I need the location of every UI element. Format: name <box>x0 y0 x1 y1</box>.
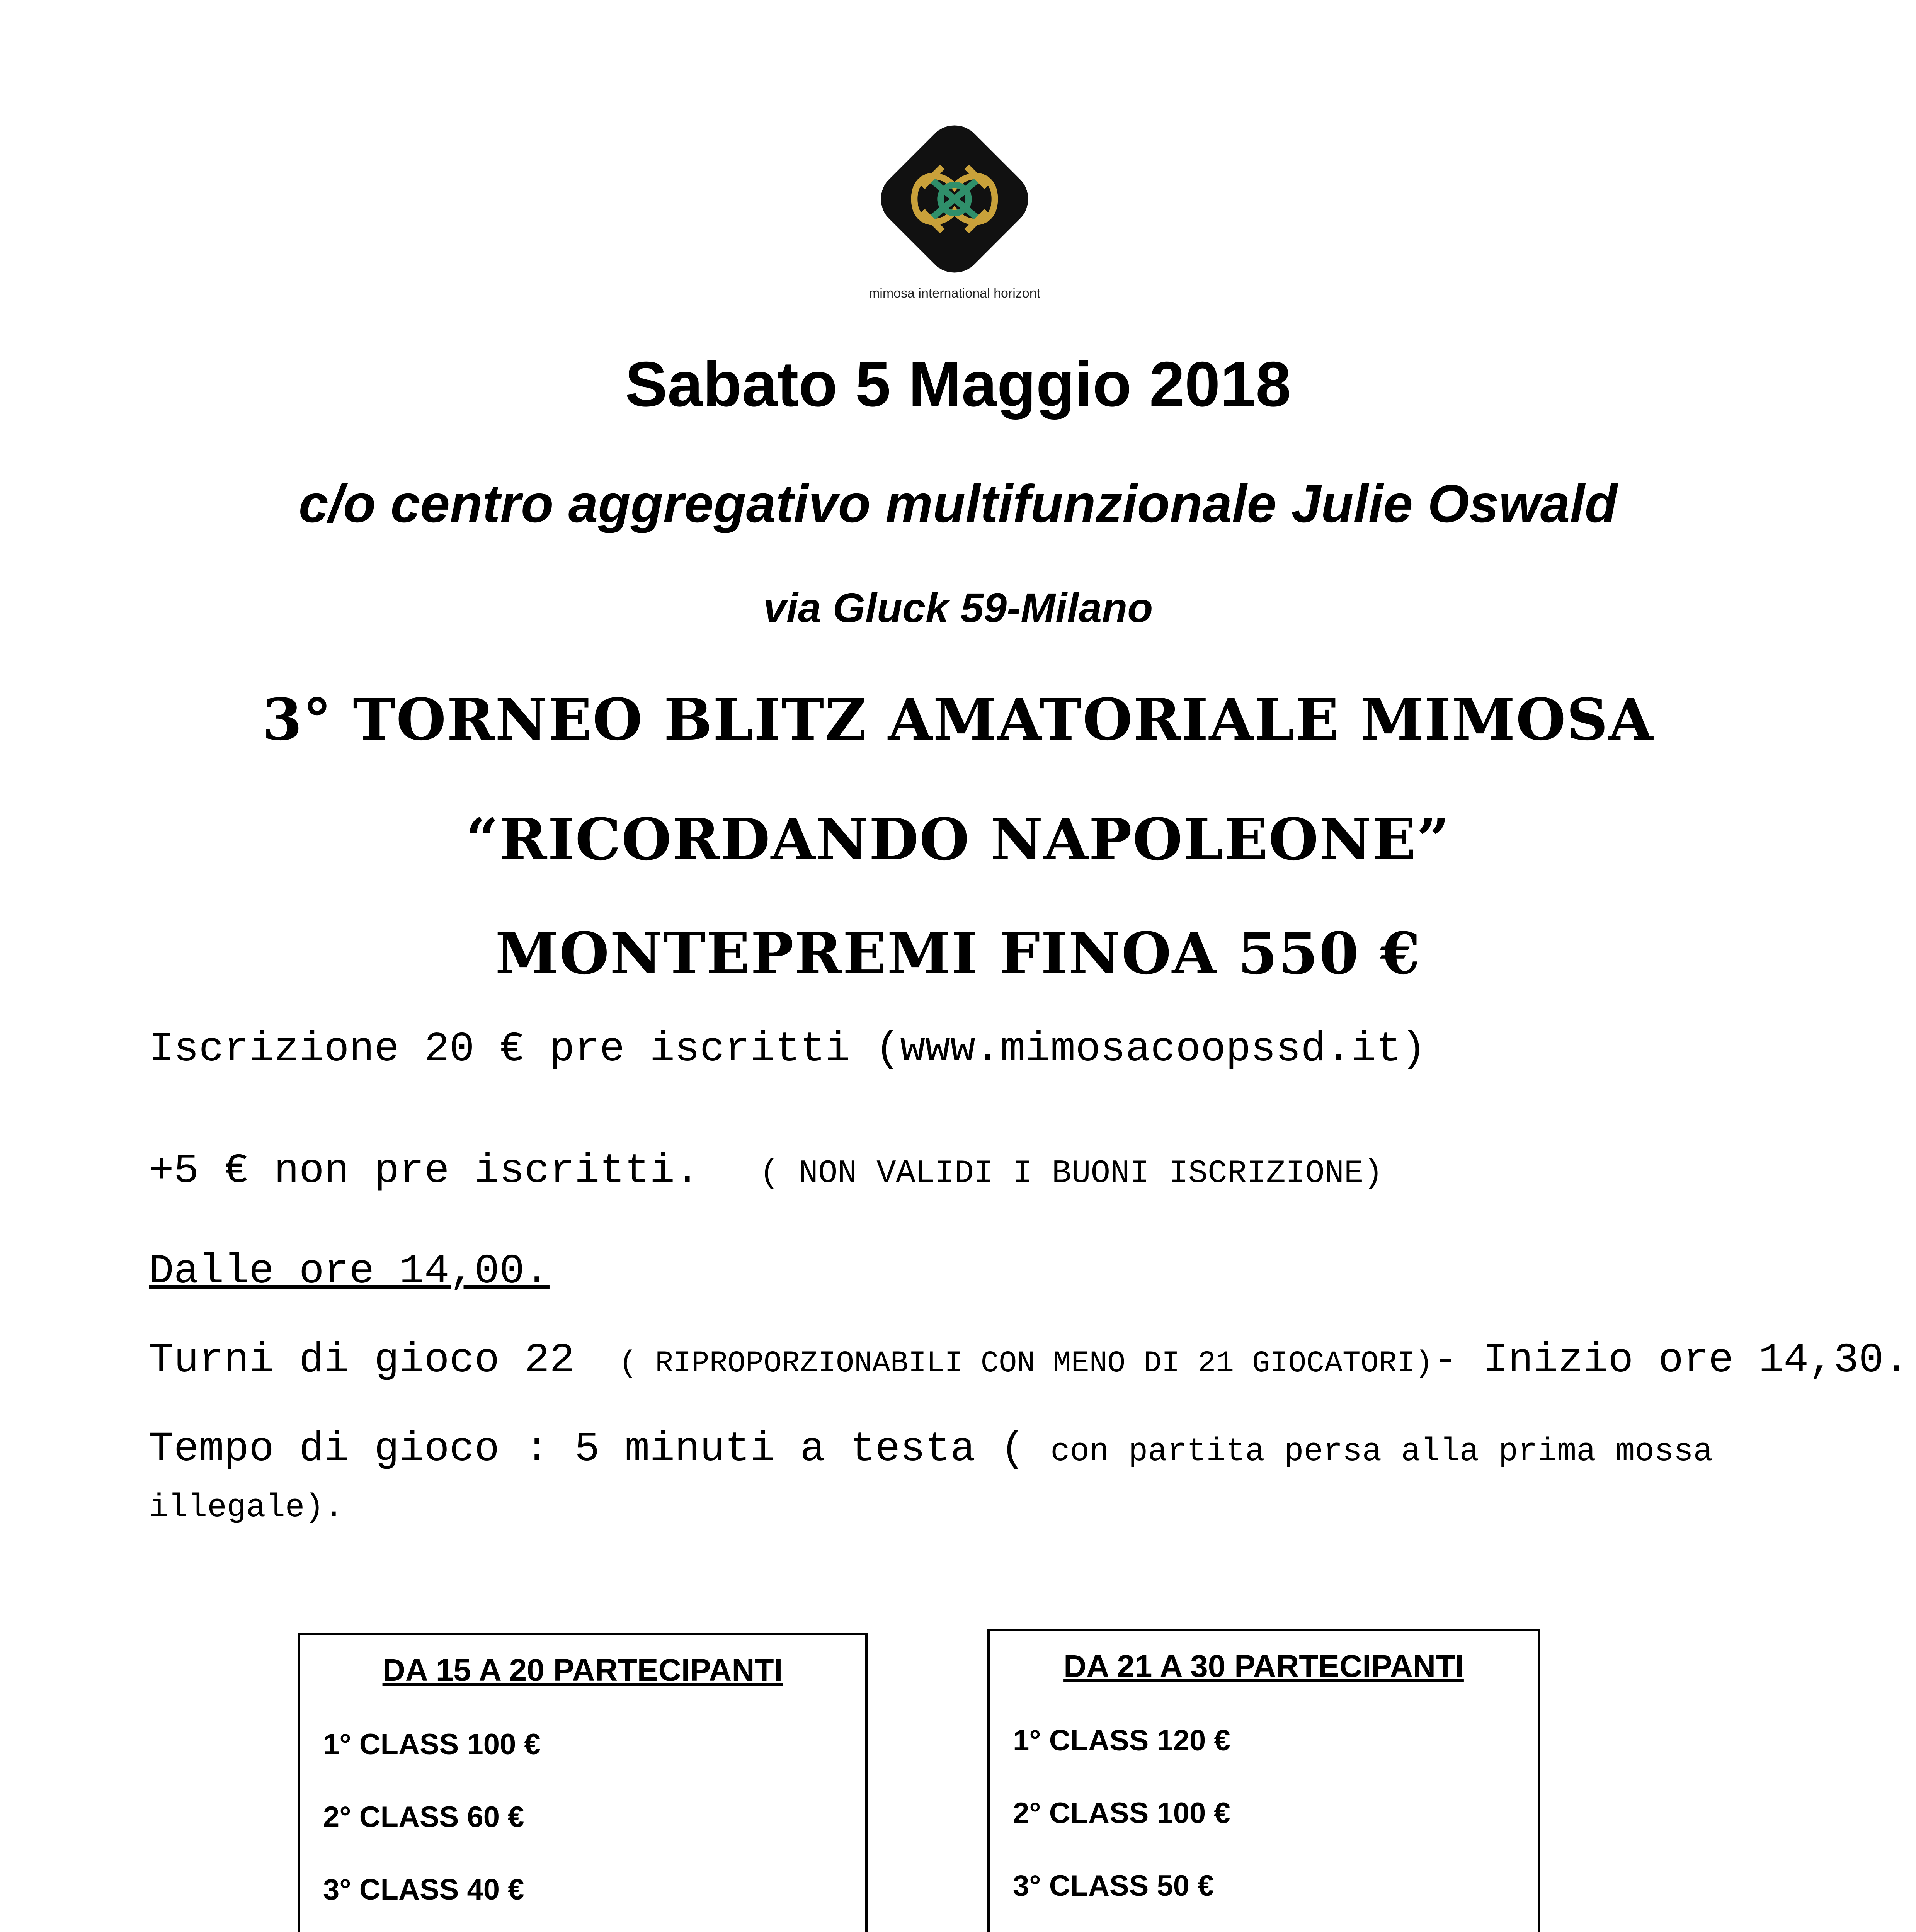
rounds-line <box>149 1337 1909 1384</box>
tournament-subtitle: “RICORDANDO NAPOLEONE” <box>466 806 1450 873</box>
fee-pre-registered: Iscrizione 20 € pre iscritti (www.mimosacoopssd.it) <box>149 1026 1426 1073</box>
time-line <box>149 1426 1713 1473</box>
prize-pool: MONTEPREMI FINOA 550 € <box>495 920 1421 987</box>
event-venue: c/o centro aggregativo multifunzionale Julie Oswald <box>298 474 1618 534</box>
event-date: Sabato 5 Maggio 2018 <box>625 349 1291 420</box>
fee-late-note: ( NON VALIDI I BUONI ISCRIZIONE) <box>759 1155 1383 1192</box>
event-address: via Gluck 59-Milano <box>763 584 1153 631</box>
rounds-note: ( RIPROPORZIONABILI CON MENO DI 21 GIOCATORI) <box>619 1347 1433 1381</box>
prize-item: 1° CLASS 120 € <box>1013 1724 1230 1757</box>
prize-item: 2° CLASS 60 € <box>323 1801 524 1833</box>
prize-box-15-20 <box>298 1633 868 1932</box>
start-time: Dalle ore 14,00. <box>149 1248 550 1295</box>
box-21-30-title: DA 21 A 30 PARTECIPANTI <box>1063 1649 1464 1684</box>
prize-item: 3° CLASS 40 € <box>323 1873 524 1906</box>
prize-item: 3° CLASS 50 € <box>1013 1869 1214 1902</box>
time-note: con partita persa alla prima mossa <box>1050 1434 1713 1470</box>
rounds-start: - Inizio ore 14,30. <box>1433 1337 1909 1384</box>
rounds-main: Turni di gioco 22 <box>149 1337 575 1384</box>
fee-late-line <box>149 1148 1383 1195</box>
time-cont: illegale). <box>149 1490 344 1526</box>
prize-item: 1° CLASS 100 € <box>323 1728 541 1761</box>
fee-late: +5 € non pre iscritti. <box>149 1148 700 1195</box>
logo-caption: mimosa international horizont <box>868 286 1041 301</box>
box-15-20-title: DA 15 A 20 PARTECIPANTI <box>382 1653 783 1688</box>
prize-box-21-30 <box>987 1629 1540 1932</box>
mimosa-logo-icon <box>854 99 1055 299</box>
tournament-title: 3° TORNEO BLITZ AMATORIALE MIMOSA <box>262 686 1654 753</box>
time-main: Tempo di gioco : 5 minuti a testa ( <box>149 1426 1026 1473</box>
prize-item: 2° CLASS 100 € <box>1013 1797 1230 1830</box>
